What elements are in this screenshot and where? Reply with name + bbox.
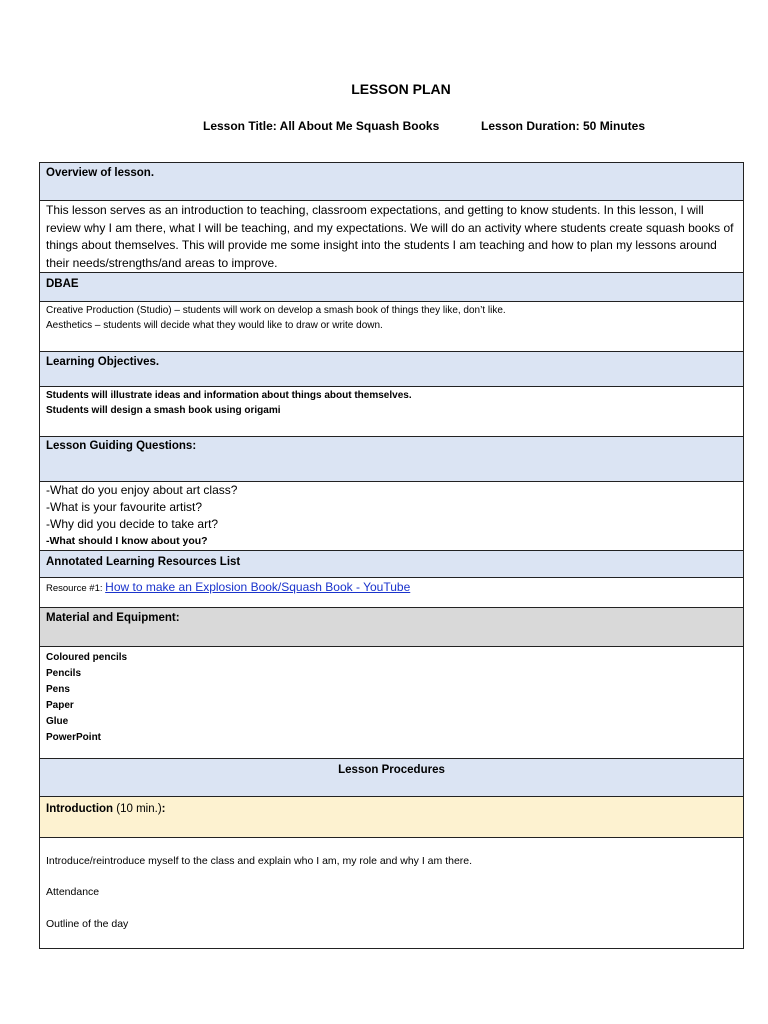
resources-heading: Annotated Learning Resources List: [40, 551, 744, 578]
dbae-heading: DBAE: [40, 273, 744, 302]
dbae-line: Creative Production (Studio) – students will work on develop a smash book of things they like, don’t like.: [46, 305, 506, 316]
guiding-questions-body: [40, 482, 744, 551]
question-item: -What do you enjoy about art class?: [46, 483, 238, 497]
introduction-line: Introduce/reintroduce myself to the class and explain who I am, my role and why I am there.: [46, 855, 473, 867]
resources-body: [40, 578, 744, 608]
document-title: LESSON PLAN: [351, 81, 451, 97]
objective-line: Students will illustrate ideas and information about things about themselves.: [46, 390, 412, 401]
material-item: Pens: [46, 684, 70, 695]
materials-body: [40, 647, 744, 759]
introduction-label: Introduction: [46, 803, 114, 815]
lesson-duration: Lesson Duration: 50 Minutes: [481, 119, 646, 133]
objectives-heading: Learning Objectives.: [40, 352, 744, 387]
guiding-questions-heading: Lesson Guiding Questions:: [40, 437, 744, 482]
material-item: Coloured pencils: [46, 652, 128, 663]
objective-line: Students will design a smash book using origami: [46, 405, 281, 416]
objectives-body: [40, 387, 744, 437]
lesson-plan-table: [39, 162, 744, 949]
material-item: Pencils: [46, 668, 82, 679]
lesson-title: Lesson Title: All About Me Squash Books: [203, 119, 440, 133]
material-item: Paper: [46, 700, 74, 711]
resource-label: Resource #1:: [46, 583, 106, 594]
question-item: -What is your favourite artist?: [46, 500, 203, 514]
procedures-heading: Lesson Procedures: [40, 759, 744, 797]
introduction-line: Outline of the day: [46, 918, 129, 930]
question-item: -Why did you decide to take art?: [46, 517, 219, 531]
introduction-colon: :: [161, 803, 166, 815]
overview-body: This lesson serves as an introduction to teaching, classroom expectations, and getting to know students. In this lesson, I will review why I am there, what I will be teaching, and my expectations. We will do an activity where students create squash books of things about themselves. This will provide me some insight into the students I am teaching and how to plan my lessons around their needs/strengths/and areas to improve.: [40, 201, 744, 273]
question-item: -What should I know about you?: [46, 535, 208, 547]
introduction-heading: [40, 797, 744, 838]
resource-link[interactable]: How to make an Explosion Book/Squash Book - YouTube: [105, 580, 411, 594]
overview-heading: Overview of lesson.: [40, 163, 744, 201]
materials-heading: Material and Equipment:: [40, 608, 744, 647]
material-item: Glue: [46, 716, 69, 727]
dbae-line: Aesthetics – students will decide what they would like to draw or write down.: [46, 320, 383, 331]
dbae-body: [40, 302, 744, 352]
introduction-time: (10 min.): [113, 803, 162, 815]
material-item: PowerPoint: [46, 732, 102, 743]
introduction-line: Attendance: [46, 886, 100, 898]
introduction-body: [40, 838, 744, 949]
